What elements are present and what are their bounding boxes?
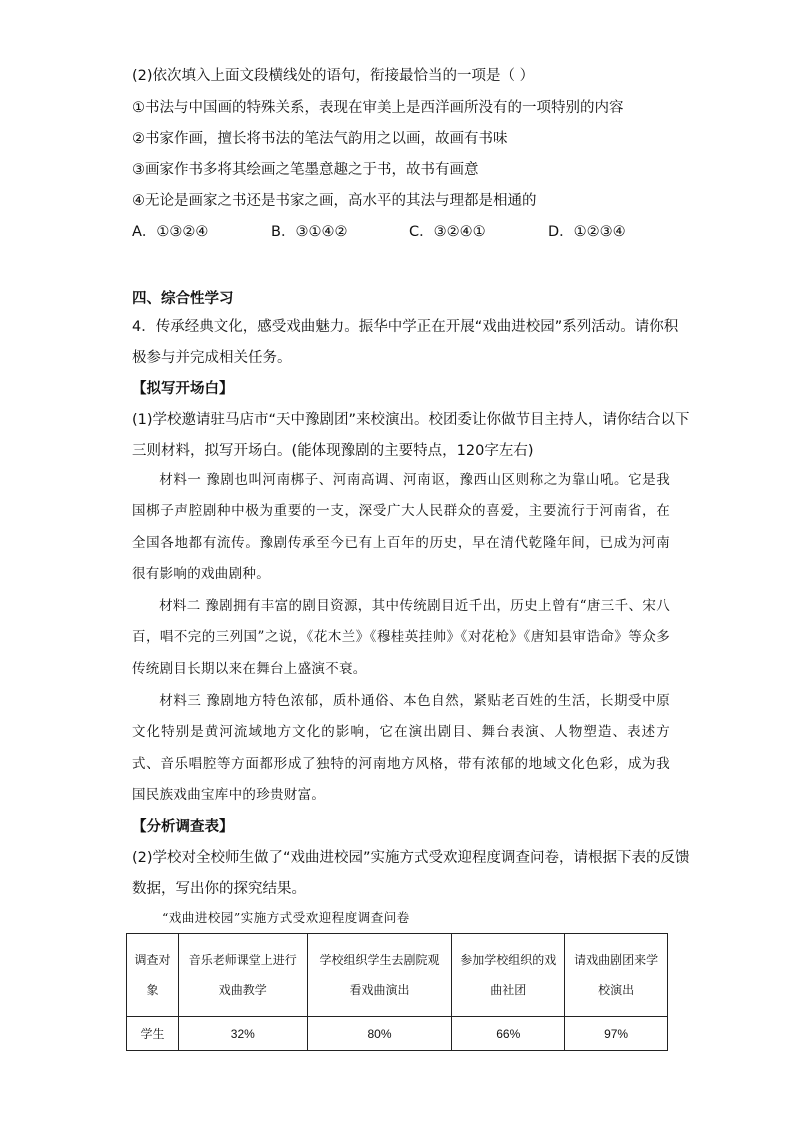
header-method-3: 参加学校组织的戏曲社团: [452, 934, 565, 1017]
value-cell: 97%: [565, 1017, 668, 1051]
task-2-line-1: (2)学校对全校师生做了“戏曲进校园”实施方式受欢迎程度调查问卷，请根据下表的反馈: [132, 850, 690, 866]
material-1-text: 材料一 豫剧也叫河南梆子、河南高调、河南讴，豫西山区则称之为靠山吼。它是我国梆子声腔剧种中极为重要的一支，深受广大人民群众的喜爱，主要流行于河南省，在全国各地都有流传。豫剧传承至今已有上百年的历史，早在清代乾隆年间，已成为河南很有影响的戏曲剧种。: [132, 472, 670, 582]
header-method-4: 请戏曲剧团来学校演出: [565, 934, 668, 1017]
question-2-stem: (2)依次填入上面文段横线处的语句，衔接最恰当的一项是（ ）: [132, 68, 535, 84]
task-1-line-1: (1)学校邀请驻马店市“天中豫剧团”来校演出。校团委让你做节目主持人，请你结合以下: [132, 412, 690, 428]
material-2: [132, 591, 670, 685]
survey-table: [126, 933, 668, 1051]
material-1: [132, 465, 670, 590]
row-label: 学生: [127, 1017, 179, 1051]
sentence-3: ③画家作书多将其绘画之笔墨意趣之于书，故书有画意: [132, 162, 479, 178]
table-header-row: [127, 934, 668, 1017]
option-b: B．③①④②: [271, 224, 348, 240]
question-4-line-2: 极参与并完成相关任务。: [132, 350, 292, 366]
table-row: [127, 1017, 668, 1051]
task-2-title: 【分析调查表】: [132, 819, 234, 835]
header-method-2: 学校组织学生去剧院观看戏曲演出: [307, 934, 452, 1017]
sentence-4: ④无论是画家之书还是书家之画，高水平的其法与理都是相通的: [132, 193, 537, 209]
task-1-title: 【拟写开场白】: [132, 381, 234, 397]
material-3-text: 材料三 豫剧地方特色浓郁，质朴通俗、本色自然，紧贴老百姓的生活，长期受中原文化特别是黄河流域地方文化的影响，它在演出剧目、舞台表演、人物塑造、表述方式、音乐唱腔等方面都形成了独特的河南地方风格，带有浓郁的地域文化色彩，成为我国民族戏曲宝库中的珍贵财富。: [132, 693, 670, 803]
section-title: 四、综合性学习: [132, 291, 234, 307]
material-2-text: 材料二 豫剧拥有丰富的剧目资源，其中传统剧目近千出，历史上曾有“唐三千、宋八百，唱不完的三列国”之说，《花木兰》《穆桂英挂帅》《对花枪》《唐知县审诰命》等众多传统剧目长期以来在舞台上盛演不衰。: [132, 598, 670, 677]
material-3: [132, 686, 670, 811]
question-4-line-1: 4．传承经典文化，感受戏曲魅力。振华中学正在开展“戏曲进校园”系列活动。请你积: [132, 319, 679, 335]
value-cell: 32%: [178, 1017, 307, 1051]
sentence-1: ①书法与中国画的特殊关系，表现在审美上是西洋画所没有的一项特别的内容: [132, 100, 624, 116]
table-caption: “戏曲进校园”实施方式受欢迎程度调查问卷: [162, 910, 410, 925]
value-cell: 66%: [452, 1017, 565, 1051]
task-2-line-2: 数据，写出你的探究结果。: [132, 881, 306, 897]
header-method-1: 音乐老师课堂上进行戏曲教学: [178, 934, 307, 1017]
option-d: D．①②③④: [548, 224, 626, 240]
task-1-line-2: 三则材料，拟写开场白。(能体现豫剧的主要特点，120字左右): [132, 443, 534, 459]
header-survey-target: 调查对象: [127, 934, 179, 1017]
sentence-2: ②书家作画，擅长将书法的笔法气韵用之以画，故画有书味: [132, 131, 508, 147]
option-c: C．③②④①: [409, 224, 486, 240]
value-cell: 80%: [307, 1017, 452, 1051]
option-a: A．①③②④: [132, 224, 209, 240]
